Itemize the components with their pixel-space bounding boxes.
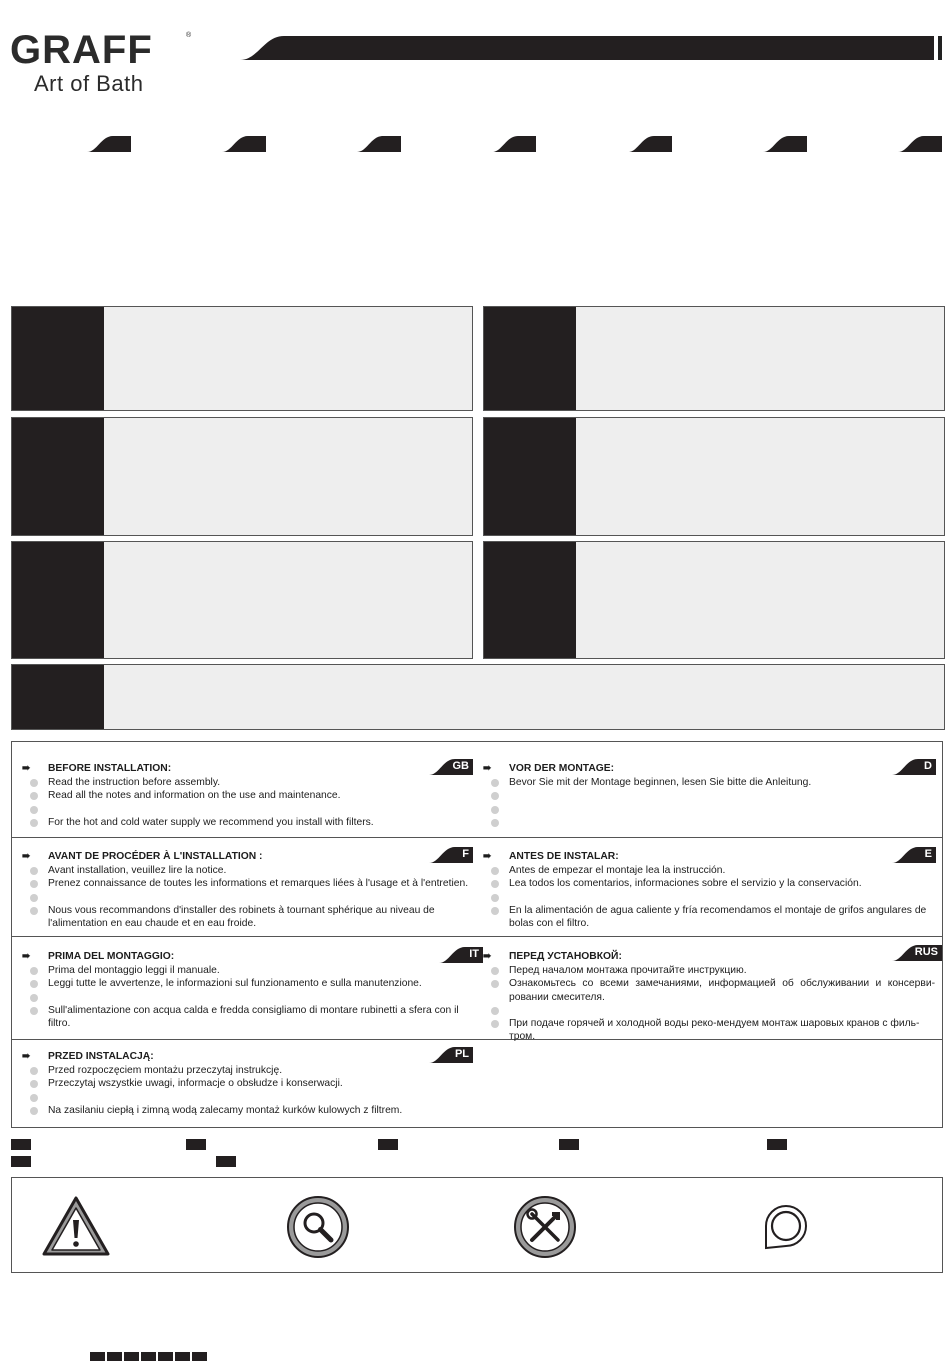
content-box [11, 541, 473, 659]
tab-marker [763, 136, 807, 152]
block-title: ➠ PRIMA DEL MONTAGGIO: [22, 951, 175, 962]
list-item: En la alimentación de agua caliente y fría recomendamos el montaje de grifos angulares de bolas con el filtro. [483, 904, 938, 931]
arrow-icon: ➠ [483, 951, 492, 962]
header-bar [240, 36, 934, 60]
bullet-icon [491, 867, 499, 875]
bullet-icon [491, 967, 499, 975]
mini-tag [186, 1139, 206, 1150]
bullet-icon [30, 806, 38, 814]
lang-block-e [483, 850, 938, 930]
tab-marker [357, 136, 401, 152]
content-box [483, 417, 945, 536]
magnifier-icon [285, 1194, 351, 1260]
bullet-icon [30, 1007, 38, 1015]
bullet-icon [491, 894, 499, 902]
block-title: ➠ ANTES DE INSTALAR: [483, 851, 619, 862]
circle-marker-icon [763, 1204, 809, 1250]
list-item: Lea todos los comentarios, informaciones sobre el servizio y la conservación. [483, 877, 938, 890]
registered-mark: ® [186, 32, 192, 39]
content-box [483, 306, 945, 411]
lang-block-f [22, 850, 472, 930]
content-box [11, 417, 473, 536]
box-swatch [12, 307, 104, 410]
lang-badge-gb: GB [452, 760, 469, 772]
header-bar-end [938, 36, 942, 60]
list-item [483, 789, 933, 802]
list-item: Prima del montaggio leggi il manuale. [22, 964, 472, 977]
lang-badge-f: F [462, 848, 469, 860]
list-item: Przeczytaj wszystkie uwagi, informacje o obsłudze i konserwacji. [22, 1077, 472, 1090]
lang-badge-it: IT [469, 948, 479, 960]
bullet-icon [30, 1107, 38, 1115]
arrow-icon: ➠ [483, 851, 492, 862]
mini-tag [216, 1156, 236, 1167]
footer-mark [124, 1352, 139, 1361]
mini-tag [11, 1156, 31, 1167]
bullet-icon [491, 792, 499, 800]
arrow-icon: ➠ [22, 851, 31, 862]
bullet-icon [30, 894, 38, 902]
list-item: Avant installation, veuillez lire la notice. [22, 864, 472, 877]
list-item: Przed rozpoczęciem montażu przeczytaj instrukcję. [22, 1064, 472, 1077]
tools-icon [512, 1194, 578, 1260]
list-item: Ознакомьтесь со всеми замечаниями, информацией об обслуживании и консерви-ровании смесителя. [483, 977, 935, 1004]
lang-block-gb [22, 762, 472, 829]
row-divider [12, 936, 942, 937]
bullet-icon [30, 880, 38, 888]
arrow-icon: ➠ [483, 763, 492, 774]
list-item: Перед началом монтажа прочитайте инструкцию. [483, 964, 935, 977]
footer-mark [192, 1352, 207, 1361]
brand-logo [10, 30, 195, 100]
bullet-icon [491, 819, 499, 827]
bullet-icon [30, 1080, 38, 1088]
footer-mark [158, 1352, 173, 1361]
bullet-icon [30, 867, 38, 875]
list-item: При подаче горячей и холодной воды реко-мендуем монтаж шаровых кранов с филь-тром. [483, 1017, 935, 1044]
mini-tag [11, 1139, 31, 1150]
box-swatch [484, 418, 576, 535]
box-swatch [484, 542, 576, 658]
footer-mark [141, 1352, 156, 1361]
list-item: Bevor Sie mit der Montage beginnen, lesen Sie bitte die Anleitung. [483, 776, 933, 789]
content-box-wide [11, 664, 945, 730]
list-item [483, 816, 933, 829]
row-divider [12, 837, 942, 838]
box-swatch [484, 307, 576, 410]
bullet-icon [30, 779, 38, 787]
block-title: ➠ PRZED INSTALACJĄ: [22, 1051, 154, 1062]
bullet-icon [491, 1020, 499, 1028]
bullet-icon [491, 1007, 499, 1015]
before-installation-section [11, 741, 943, 1128]
list-item: Read all the notes and information on the use and maintenance. [22, 789, 472, 802]
footer-mark [175, 1352, 190, 1361]
lang-badge-pl: PL [454, 1048, 469, 1060]
lang-badge-e: E [924, 848, 932, 860]
lang-block-pl [22, 1050, 472, 1117]
tab-marker [87, 136, 131, 152]
bullet-icon [491, 980, 499, 988]
brand-name: GRAFF [10, 28, 153, 72]
bullet-icon [30, 967, 38, 975]
content-box [11, 306, 473, 411]
bullet-icon [30, 994, 38, 1002]
block-title: ➠ AVANT DE PROCÉDER À L'INSTALLATION : [22, 851, 263, 862]
arrow-icon: ➠ [22, 951, 31, 962]
bullet-icon [30, 819, 38, 827]
list-item: Leggi tutte le avvertenze, le informazioni sul funzionamento e sulla manutenzione. [22, 977, 472, 990]
footer-mark [90, 1352, 105, 1361]
box-swatch [12, 418, 104, 535]
bullet-icon [491, 806, 499, 814]
list-item: Nous vous recommandons d'installer des robinets à tournant sphérique au niveau de l'alimentation en eau chaude et en eau froide. [22, 904, 472, 931]
mini-tag [559, 1139, 579, 1150]
content-box [483, 541, 945, 659]
list-item [22, 991, 472, 1004]
warning-icon [40, 1194, 112, 1258]
mini-tag [378, 1139, 398, 1150]
lang-badge-rus: RUS [914, 946, 938, 958]
list-item: Prenez connaissance de toutes les informations et remarques liées à l'usage et à l'entretien. [22, 877, 472, 890]
bullet-icon [30, 792, 38, 800]
lang-block-d [483, 762, 933, 829]
tab-marker [222, 136, 266, 152]
box-swatch [12, 542, 104, 658]
list-item: Na zasilaniu ciepłą i zimną wodą zalecamy montaż kurków kulowych z filtrem. [22, 1104, 472, 1117]
bullet-icon [491, 779, 499, 787]
block-title: ➠ BEFORE INSTALLATION: [22, 763, 172, 774]
bullet-icon [30, 1094, 38, 1102]
icon-panel [11, 1177, 943, 1273]
lang-badge-d: D [924, 760, 932, 772]
arrow-icon: ➠ [22, 763, 31, 774]
brand-tagline: Art of Bath [34, 71, 144, 96]
lang-block-rus [483, 950, 935, 1044]
bullet-icon [30, 907, 38, 915]
box-swatch [12, 665, 104, 729]
block-title: ➠ ПЕРЕД УСТАНОВКОЙ: [483, 951, 622, 962]
list-item: Read the instruction before assembly. [22, 776, 472, 789]
list-item [22, 803, 472, 816]
bullet-icon [30, 1067, 38, 1075]
list-item: Sull'alimentazione con acqua calda e fredda consigliamo di montare rubinetti a sfera con il filtro. [22, 1004, 472, 1031]
footer-mark [107, 1352, 122, 1361]
tab-marker [898, 136, 942, 152]
list-item: Antes de empezar el montaje lea la instrucción. [483, 864, 938, 877]
footer-marks [90, 1348, 209, 1358]
list-item [483, 1004, 935, 1017]
bullet-icon [491, 907, 499, 915]
list-item [22, 891, 472, 904]
block-title: ➠ VOR DER MONTAGE: [483, 763, 615, 774]
bullet-icon [30, 980, 38, 988]
bullet-icon [491, 880, 499, 888]
tab-marker [492, 136, 536, 152]
list-item [22, 1091, 472, 1104]
list-item: For the hot and cold water supply we recommend you install with filters. [22, 816, 472, 829]
tab-marker [628, 136, 672, 152]
arrow-icon: ➠ [22, 1051, 31, 1062]
mini-tag [767, 1139, 787, 1150]
lang-block-it [22, 950, 472, 1030]
list-item [483, 891, 938, 904]
list-item [483, 803, 933, 816]
